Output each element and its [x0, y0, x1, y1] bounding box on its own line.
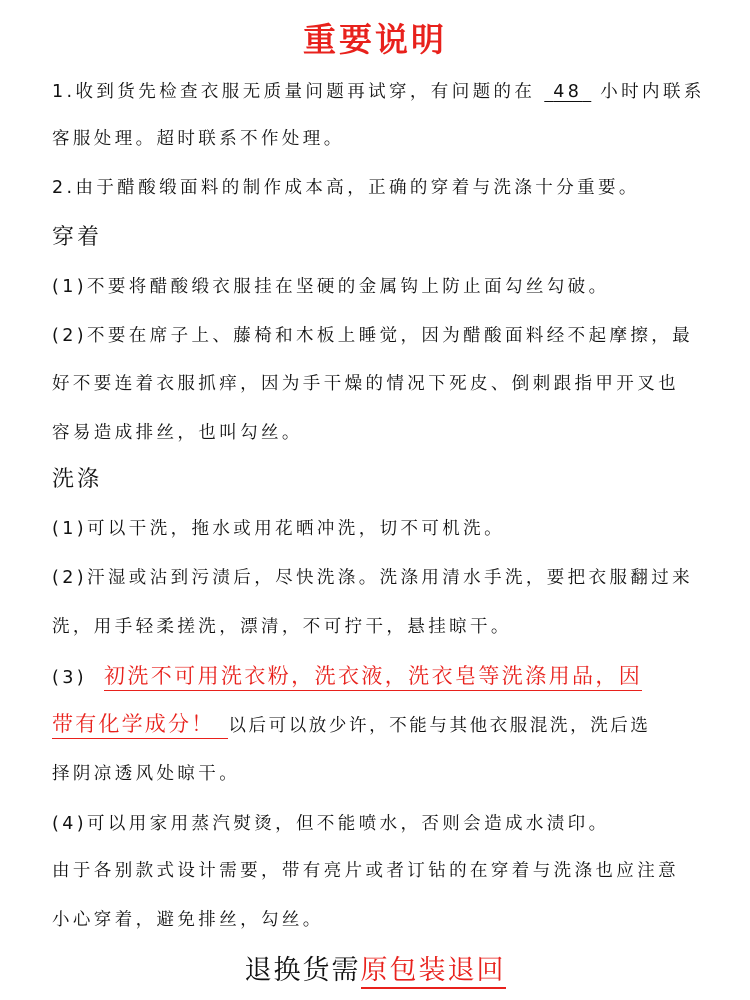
hours-value: 48	[553, 82, 583, 102]
section-heading-wearing: 穿着	[52, 225, 103, 250]
item-number: (3)	[52, 668, 87, 688]
notice-paragraph-1-line-1	[52, 80, 712, 104]
notice-text: 小时内联系	[600, 82, 705, 102]
notice-paragraph-1-line-2: 客服处理。超时联系不作处理。	[52, 129, 345, 149]
wearing-item-1: (1)不要将醋酸缎衣服挂在坚硬的金属钩上防止面勾丝勾破。	[52, 277, 610, 297]
washing-item-2-line-1: (2)汗湿或沾到污渍后，尽快洗涤。洗涤用清水手洗，要把衣服翻过来	[52, 568, 694, 588]
washing-item-3-line-2	[52, 712, 712, 738]
wearing-item-2-line-3: 容易造成排丝，也叫勾丝。	[52, 423, 303, 443]
washing-item-4: (4)可以用家用蒸汽熨烫，但不能喷水，否则会造成水渍印。	[52, 814, 610, 834]
section-heading-washing: 洗涤	[52, 467, 103, 492]
wearing-item-2-line-1: (2)不要在席子上、藤椅和木板上睡觉，因为醋酸面料经不起摩擦，最	[52, 326, 694, 346]
return-policy-footer	[0, 948, 750, 987]
footer-text: 退换货需	[244, 955, 361, 986]
washing-item-1: (1)可以干洗，拖水或用花晒冲洗，切不可机洗。	[52, 519, 505, 539]
washing-item-3-line-1	[52, 664, 712, 690]
notice-text: 1.收到货先检查衣服无质量问题再试穿，有问题的在	[52, 82, 536, 102]
note-line-1: 由于各别款式设计需要，带有亮片或者订钻的在穿着与洗涤也应注意	[52, 861, 679, 881]
notice-paragraph-2: 2.由于醋酸缎面料的制作成本高，正确的穿着与洗涤十分重要。	[52, 178, 640, 198]
warning-text: 带有化学成分！	[52, 712, 228, 739]
washing-item-2-line-2: 洗，用手轻柔搓洗，漂清，不可拧干，悬挂晾干。	[52, 617, 512, 637]
note-line-2: 小心穿着，避免排丝，勾丝。	[52, 910, 324, 930]
footer-highlight: 原包装退回	[361, 955, 506, 989]
wearing-item-2-line-2: 好不要连着衣服抓痒，因为手干燥的情况下死皮、倒刺跟指甲开叉也	[52, 374, 679, 394]
warning-text: 初洗不可用洗衣粉，洗衣液，洗衣皂等洗涤用品，因	[104, 664, 642, 691]
washing-text: 以后可以放少许，不能与其他衣服混洗，洗后选	[228, 716, 651, 736]
page-title: 重要说明	[303, 20, 447, 59]
washing-item-3-line-3: 择阴凉透风处晾干。	[52, 764, 241, 784]
